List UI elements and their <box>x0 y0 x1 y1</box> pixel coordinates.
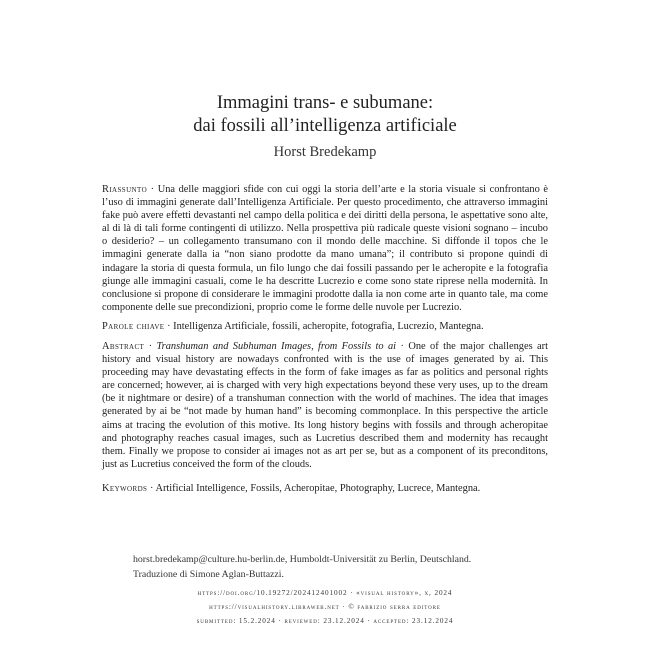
author-name: Horst Bredekamp <box>273 144 377 160</box>
abstract-label: Abstract <box>102 341 145 352</box>
abstract-title: Transhuman and Subhuman Images, from Fossils to ai <box>156 341 397 352</box>
separator-dot: · <box>149 483 154 494</box>
journal-url-line: https://visualhistory.libraweb.net · © fabrizio serra editore <box>209 603 441 611</box>
submission-dates-line: submitted: 15.2.2024 · reviewed: 23.12.2024 · accepted: 23.12.2024 <box>196 617 454 625</box>
abstract-text: One of the major challenges art history and visual history are nowadays confronted with is the use of images generated by ai. This proceeding may have devastating effects in the form of fake images as far as politics and personal rights are concerned; however, ai is charged with very high expectations beyond these very uses, up to the dream (be it nightmare or desire) of a transhuman connection with the world of machines. The idea that images generated by ai be “not made by human hand” is becoming commonplace. In this perspective the article aims at tracing the evolution of this motive. Its long history begins with fossils and through acheropitae and photography reaches casual images, such as Lucretius described them and modernity has recaught them. Finally we propose to consider ai images not as art per se, but as a component of its preconditons, just as Lucretius conceived the form of the clouds. <box>102 341 548 470</box>
doi-line: https://doi.org/10.19272/202412401002 · «visual history», x, 2024 <box>197 589 453 597</box>
author-contact: horst.bredekamp@culture.hu-berlin.de, Humboldt-Universität zu Berlin, Deutschland. <box>133 554 472 565</box>
riassunto-label: Riassunto <box>102 184 148 195</box>
keywords-label: Keywords <box>102 483 148 494</box>
separator-dot: · <box>150 184 155 195</box>
keywords-paragraph <box>102 482 548 495</box>
title-block <box>0 92 650 161</box>
parole-chiave-label: Parole chiave <box>102 321 165 332</box>
parole-chiave-paragraph <box>102 320 548 333</box>
translation-credit: Traduzione di Simone Aglan-Buttazzi. <box>133 569 284 580</box>
separator-dot: · <box>167 321 171 332</box>
riassunto-paragraph <box>102 183 548 314</box>
abstract-paragraph <box>102 340 548 471</box>
article-title-line-1: Immagini trans- e subumane: <box>216 93 434 113</box>
article-title-line-2: dai fossili all’intelligenza artificiale <box>193 116 457 136</box>
keywords-text: Artificial Intelligence, Fossils, Acheropitae, Photography, Lucrece, Mantegna. <box>155 483 481 494</box>
parole-chiave-text: Intelligenza Artificiale, fossili, acheropite, fotografia, Lucrezio, Mantegna. <box>173 321 484 332</box>
riassunto-text: Una delle maggiori sfide con cui oggi la storia dell’arte e la storia visuale si confrontano è l’uso di immagini generate dall’Intelligenza Artificiale. Per questo procedimento, che attraverso immagini fake può avere effetti devastanti nel campo della politica e dei diritti della persona, le aspettative sono alte, al di là di tali forme contingenti di utilizzo. Nella prospettiva più radicale queste visioni sognano – incubo o desiderio? – un collegamento transumano con il mondo delle macchine. Si diffonde il topos che le immagini generate dalla ia “non siano prodotte da mano umana”; il contributo si propone quindi di indagare la storia di questa formula, un filo lungo che dai fossili passando per le acheropite e la fotografia giunge alle immagini casuali, come le ha descritte Lucrezio e come sono state riprese nella modernità. In conclusione si propone di considerare le immagini prodotte dalla ia non come arte in quanto tale, ma come componente delle sue precondizioni, proprio come le forme delle nuvole per Lucrezio. <box>102 184 548 313</box>
separator-dot: · <box>400 341 404 352</box>
separator-dot: · <box>148 341 153 352</box>
